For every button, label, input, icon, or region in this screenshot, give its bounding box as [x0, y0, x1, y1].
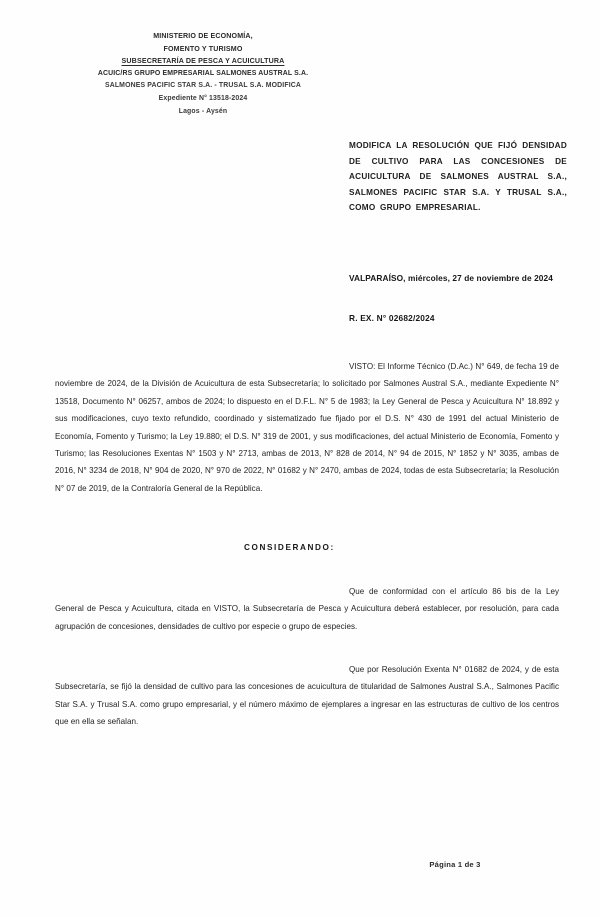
header-reference-line-1: ACUIC/RS GRUPO EMPRESARIAL SALMONES AUSTRAL S.A.: [97, 69, 309, 77]
considerando-paragraph-1: [55, 583, 559, 635]
document-title: [349, 138, 567, 216]
document-title-text: MODIFICA LA RESOLUCIÓN QUE FIJÓ DENSIDAD DE CULTIVO PARA LAS CONCESIONES DE ACUICULTURA DE SALMONES AUSTRAL S.A., SALMONES PACIFIC STAR S.A. Y TRUSAL S.A., COMO GRUPO EMPRESARIAL.: [349, 141, 567, 213]
visto-text: VISTO: El Informe Técnico (D.Ac.) N° 649, de fecha 19 de noviembre de 2024, de la División de Acuicultura de esta Subsecretaría; lo solicitado por Salmones Austral S.A., mediante Expediente N° 13518, Documento N° 06257, ambos de 2024; lo dispuesto en el D.F.L. N° 5 de 1983; la Ley General de Pesca y Acuicultura N° 18.892 y sus modificaciones, cuyo texto refundido, coordinado y sistematizado fue fijado por el D.S. N° 430 de 1991 del actual Ministerio de Economía, Fomento y Turismo; la Ley 19.880; el D.S. N° 319 de 2001, y sus modificaciones, del actual Ministerio de Economía, Fomento y Turismo; las Resoluciones Exentas N° 1503 y N° 2713, ambas de 2013, N° 828 de 2014, N° 94 de 2015, N° 1852 y N° 3035, ambas de 2016, N° 3234 de 2018, N° 904 de 2020, N° 970 de 2022, N° 01682 y N° 2470, ambas de 2024, todas de esta Subsecretaría; la Resolución N° 07 de 2019, de la Contraloría General de la República.: [55, 362, 559, 493]
document-header-block: [38, 30, 368, 118]
header-ministry-line-2: FOMENTO Y TURISMO: [163, 44, 243, 53]
header-reference-line-2: SALMONES PACIFIC STAR S.A. - TRUSAL S.A. MODIFICA: [104, 82, 302, 90]
visto-paragraph: [55, 358, 559, 497]
page-footer: [0, 860, 600, 869]
header-subsecretaria: SUBSECRETARÍA DE PESCA Y ACUICULTURA: [121, 57, 285, 66]
considerando-heading: CONSIDERANDO:: [244, 543, 335, 552]
header-region: Lagos - Aysén: [178, 107, 228, 115]
considerando-2-text: Que por Resolución Exenta N° 01682 de 2024, y de esta Subsecretaría, se fijó la densidad de cultivo para las concesiones de acuicultura de titularidad de Salmones Austral S.A., Salmones Pacific Star S.A. y Trusal S.A. como grupo empresarial, y el número máximo de ejemplares a ingresar en las estructuras de cultivo de los centros que en ella se señalan.: [55, 665, 559, 727]
page-number: Página 1 de 3: [429, 860, 481, 869]
header-ministry-line-1: MINISTERIO DE ECONOMÍA,: [153, 32, 253, 40]
header-expediente: Expediente N° 13518-2024: [158, 94, 248, 102]
place-and-date: VALPARAÍSO, miércoles, 27 de noviembre de 2024: [349, 273, 553, 283]
resolution-number: R. EX. N° 02682/2024: [349, 313, 435, 323]
considerando-1-text: Que de conformidad con el artículo 86 bis de la Ley General de Pesca y Acuicultura, citada en VISTO, la Subsecretaría de Pesca y Acuicultura deberá establecer, por resolución, para cada agrupación de concesiones, densidades de cultivo por especie o grupo de especies.: [55, 587, 559, 631]
considerando-paragraph-2: [55, 661, 559, 731]
